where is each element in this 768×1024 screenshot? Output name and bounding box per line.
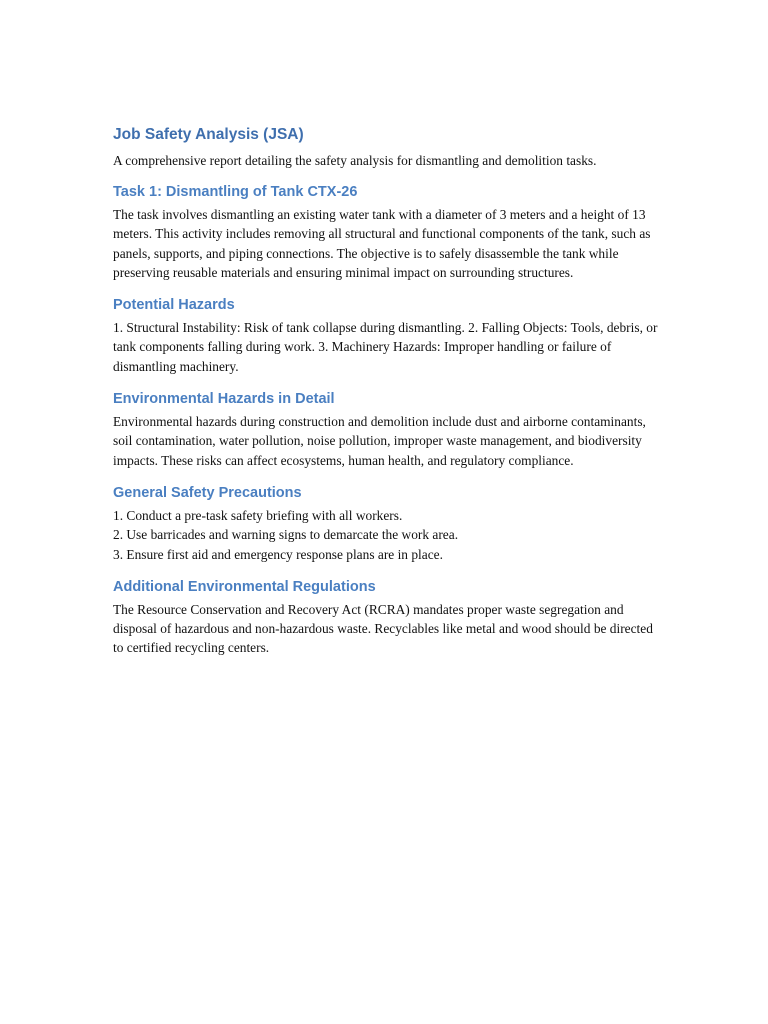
section-heading-additional-regulations: Additional Environmental Regulations [113, 578, 376, 595]
list-item: 2. Use barricades and warning signs to demarcate the work area. [113, 527, 459, 543]
section-body-environmental-hazards: Environmental hazards during construction and demolition include dust and airborne contaminants, soil contamination, water pollution, noise pollution, improper waste management, and biodiversity impacts. These risks can affect ecosystems, human health, and regulatory compliance. [113, 414, 646, 468]
section-environmental-hazards [113, 390, 658, 470]
section-general-safety-precautions [113, 484, 658, 564]
section-heading-environmental-hazards: Environmental Hazards in Detail [113, 391, 335, 408]
section-potential-hazards [113, 296, 658, 376]
precautions-list [113, 506, 658, 564]
document-subtitle: A comprehensive report detailing the safety analysis for dismantling and demolition tasks. [113, 153, 597, 168]
section-heading-general-safety-precautions: General Safety Precautions [113, 484, 302, 501]
list-item: 1. Conduct a pre-task safety briefing with all workers. [113, 507, 403, 523]
section-task-1 [113, 183, 658, 282]
section-body-task-1: The task involves dismantling an existing water tank with a diameter of 3 meters and a height of 13 meters. This activity includes removing all structural and functional components of the tank, such as panels, supports, and piping connections. The objective is to safely disassemble the tank while preserving reusable materials and ensuring minimal impact on surrounding structures. [113, 207, 651, 280]
section-heading-task-1: Task 1: Dismantling of Tank CTX-26 [113, 184, 358, 200]
document-title: Job Safety Analysis (JSA) [113, 126, 304, 143]
section-body-potential-hazards: 1. Structural Instability: Risk of tank collapse during dismantling. 2. Falling Objects: Tools, debris, or tank components falling during work. 3. Machinery Hazards: Improper handling or failure of dismantling machinery. [113, 320, 658, 374]
section-additional-regulations [113, 578, 658, 658]
list-item: 3. Ensure first aid and emergency response plans are in place. [113, 546, 443, 562]
section-body-additional-regulations: The Resource Conservation and Recovery Act (RCRA) mandates proper waste segregation and disposal of hazardous and non-hazardous waste. Recyclables like metal and wood should be directed to certified recycling centers. [113, 601, 653, 656]
document-page [113, 125, 658, 672]
section-heading-potential-hazards: Potential Hazards [113, 297, 235, 314]
